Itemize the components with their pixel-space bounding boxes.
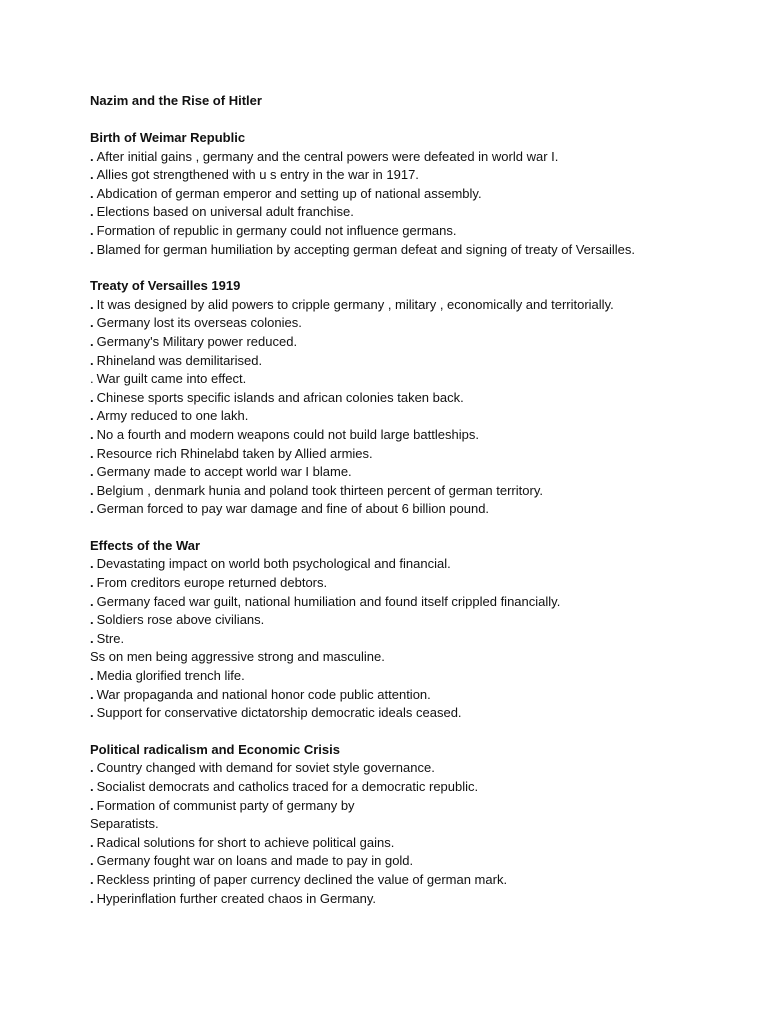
list-item [90,482,750,501]
bullet-marker: . [90,593,94,609]
list-item [90,352,750,371]
document-title: Nazim and the Rise of Hitler [90,93,262,108]
list-item [90,222,750,241]
bullet-marker: . [90,241,94,257]
list-item [90,778,750,797]
section-spacer [90,111,750,129]
list-item-text: Formation of communist party of germany by [96,797,355,813]
list-item [90,890,750,909]
section-spacer [90,259,750,277]
list-item [90,852,750,871]
list-item [90,704,750,723]
list-item-text: Soldiers rose above civilians. [96,612,265,628]
document-section [90,277,750,519]
list-item-text: Germany fought war on loans and made to pay in gold. [96,853,414,869]
bullet-marker: . [90,482,94,498]
list-item [90,667,750,686]
list-item [90,593,750,612]
bullet-marker: . [90,426,94,442]
list-item-text: Abdication of german emperor and setting up of national assembly. [96,185,482,201]
list-item [90,314,750,333]
list-item [90,815,750,834]
bullet-marker: . [90,797,94,813]
list-item-text: Devastating impact on world both psychological and financial. [96,556,451,572]
list-item-text: Separatists. [90,816,159,832]
bullet-marker: . [90,686,94,702]
list-item-text: Germany's Military power reduced. [96,333,298,349]
list-item [90,445,750,464]
document-page [90,91,750,908]
bullet-marker: . [90,464,94,480]
bullet-marker: . [90,871,94,887]
bullet-marker: . [90,167,94,183]
list-item [90,500,750,519]
list-item [90,426,750,445]
list-item-text: Germany faced war guilt, national humiliation and found itself crippled financially. [96,593,561,609]
list-item [90,686,750,705]
bullet-marker: . [90,445,94,461]
bullet-marker: . [90,853,94,869]
list-item-text: Hyperinflation further created chaos in Germany. [96,890,377,906]
section-heading: Political radicalism and Economic Crisis [90,741,340,757]
list-item-text: Country changed with demand for soviet style governance. [96,760,435,776]
list-item-text: Resource rich Rhinelabd taken by Allied armies. [96,445,373,461]
bullet-marker: . [90,222,94,238]
document-section [90,741,750,908]
list-item [90,203,750,222]
bullet-marker: . [90,371,94,387]
list-item-text: Belgium , denmark hunia and poland took thirteen percent of german territory. [96,482,543,498]
section-heading: Effects of the War [90,537,201,553]
section-heading: Treaty of Versailles 1919 [90,278,241,294]
list-item-text: Army reduced to one lakh. [96,408,249,424]
list-item-text: Elections based on universal adult franchise. [96,204,354,220]
document-section [90,537,750,723]
bullet-marker: . [90,779,94,794]
list-item [90,333,750,352]
bullet-marker: . [90,556,94,572]
list-item [90,389,750,408]
list-item [90,166,750,185]
bullet-marker: . [90,333,94,349]
bullet-marker: . [90,315,94,331]
list-item-text: Chinese sports specific islands and african colonies taken back. [96,389,464,405]
list-item-text: Rhineland was demilitarised. [96,352,263,368]
list-item [90,648,750,667]
list-item-text: Reckless printing of paper currency declined the value of german mark. [96,871,508,887]
list-item-text: Media glorified trench life. [96,668,245,684]
bullet-marker: . [90,575,94,591]
bullet-marker: . [90,501,94,517]
list-item [90,797,750,816]
list-item [90,555,750,574]
list-item-text: Socialist democrats and catholics traced for a democratic republic. [96,779,479,794]
bullet-marker: . [90,760,94,776]
list-item-text: Stre. [96,630,125,646]
list-item-text: After initial gains , germany and the central powers were defeated in world war I. [96,148,559,164]
list-item [90,241,750,260]
list-item [90,463,750,482]
list-item-text: Allies got strengthened with u s entry in the war in 1917. [96,167,419,183]
list-item-text: Radical solutions for short to achieve political gains. [96,834,395,850]
list-item-text: Blamed for german humiliation by accepting german defeat and signing of treaty of Versailles. [96,241,635,257]
list-item-text: Support for conservative dictatorship democratic ideals ceased. [96,705,462,721]
list-item-text: Germany made to accept world war I blame. [96,464,352,480]
list-item [90,611,750,630]
list-item [90,574,750,593]
bullet-marker: . [90,890,94,906]
section-spacer [90,723,750,741]
list-item [90,296,750,315]
bullet-marker: . [90,834,94,850]
bullet-marker: . [90,389,94,405]
list-item [90,871,750,890]
list-item-text: No a fourth and modern weapons could not build large battleships. [96,426,479,442]
bullet-marker: . [90,408,94,424]
list-item [90,759,750,778]
list-item [90,834,750,853]
list-item-text: It was designed by alid powers to cripple germany , military , economically and territorially. [96,296,614,312]
list-item [90,630,750,649]
bullet-marker: . [90,185,94,201]
list-item [90,185,750,204]
section-heading: Birth of Weimar Republic [90,130,246,145]
list-item-text: War guilt came into effect. [96,371,247,387]
list-item-text: From creditors europe returned debtors. [96,575,328,591]
bullet-marker: . [90,352,94,368]
document-section [90,129,750,259]
list-item-text: War propaganda and national honor code public attention. [96,686,431,702]
bullet-marker: . [90,148,94,164]
list-item-text: German forced to pay war damage and fine of about 6 billion pound. [96,501,490,517]
bullet-marker: . [90,612,94,628]
list-item-text: Formation of republic in germany could not influence germans. [96,222,457,238]
list-item [90,148,750,167]
list-item-text: Germany lost its overseas colonies. [96,315,302,331]
bullet-marker: . [90,630,94,646]
list-item [90,407,750,426]
bullet-marker: . [90,204,94,220]
document-body [90,111,750,908]
section-spacer [90,519,750,537]
list-item [90,370,750,389]
bullet-marker: . [90,668,94,684]
list-item-text: Ss on men being aggressive strong and masculine. [90,649,385,665]
bullet-marker: . [90,705,94,721]
bullet-marker: . [90,296,94,312]
